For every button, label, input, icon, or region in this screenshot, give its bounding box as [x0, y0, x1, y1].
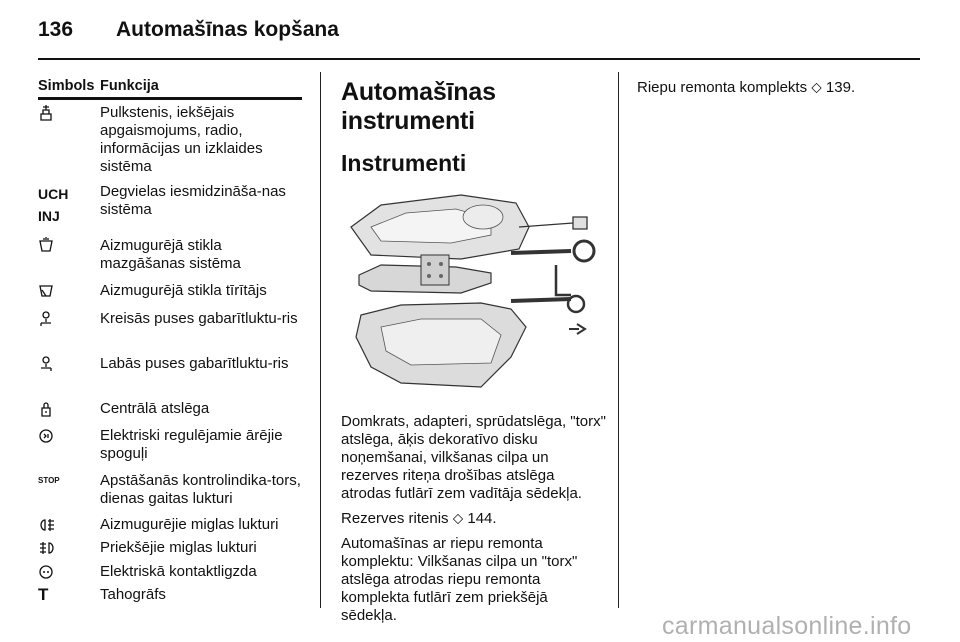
stop-icon: STOP [38, 476, 60, 485]
table-row: Priekšējie miglas lukturi [38, 539, 302, 563]
right-column [637, 79, 920, 97]
rear-fog-light-icon [38, 516, 96, 539]
symbol-table [38, 78, 302, 608]
table-row: Elektriskā kontaktligzda [38, 563, 302, 586]
table-row: UCH INJ Degvielas iesmidzināša-nas sistēma [38, 183, 302, 237]
table-row: Centrālā atslēga [38, 400, 302, 427]
section-subtitle: Instrumenti [341, 150, 467, 176]
watermark: carmanualsonline.info [662, 612, 912, 640]
left-side-light-icon [38, 310, 96, 333]
electric-mirror-icon [38, 427, 96, 450]
right-side-light-icon [38, 355, 96, 378]
table-row: Aizmugurējie miglas lukturi [38, 516, 302, 539]
paragraph-tools-location: Domkrats, adapteri, sprūdatslēga, "torx" atslēga, āķis dekoratīvo disku noņemšanai, vilkšanas cilpa un rezerves riteņa drošības atslēga atrodas futlārī zem vadītāja sēdekļa. [341, 413, 606, 502]
central-lock-icon [38, 400, 96, 423]
column-divider-left [320, 72, 321, 608]
rear-wiper-icon [38, 282, 96, 305]
paragraph-spare-wheel: Rezerves ritenis ⬦ 144. [341, 510, 497, 527]
header-function: Funkcija [100, 78, 159, 94]
table-row: Pulkstenis, iekšējais apgaismojums, radio, informācijas un izklaides sistēma [38, 104, 302, 183]
table-row: Elektriski regulējamie ārējie spoguļi [38, 427, 302, 472]
front-fog-light-icon [38, 539, 96, 562]
tachograph-symbol: T [38, 585, 49, 604]
page-number: 136 [38, 18, 74, 41]
table-row: Kreisās puses gabarītluktu-ris [38, 310, 302, 355]
symbol-text: UCH INJ [38, 186, 69, 224]
table-row: Aizmugurējā stikla mazgāšanas sistēma [38, 237, 302, 282]
table-row: Labās puses gabarītluktu-ris [38, 355, 302, 400]
table-row: Aizmugurējā stikla tīrītājs [38, 282, 302, 310]
header-symbol: Simbols [38, 78, 95, 94]
page-header [38, 18, 339, 42]
tools-section [341, 78, 606, 625]
table-header-rule [38, 97, 302, 100]
dashboard-light-icon [38, 104, 96, 127]
paragraph-repair-kit: Automašīnas ar riepu remonta komplektu: Vilkšanas cilpa un "torx" atslēga atrodas riepu remonta komplekta futlārī zem priekšējā sēdekļa. [341, 535, 578, 624]
column-divider-right [618, 72, 619, 608]
tool-kit-illustration [341, 187, 604, 401]
table-header [38, 78, 302, 96]
power-socket-icon [38, 563, 96, 586]
section-title: Automašīnas instrumenti [341, 78, 496, 135]
rear-washer-icon [38, 237, 96, 260]
table-row: T Tahogrāfs [38, 585, 166, 604]
page-title: Automašīnas kopšana [116, 18, 339, 41]
header-rule [38, 58, 920, 60]
tyre-repair-kit-reference[interactable]: Riepu remonta komplekts ⬦ 139. [637, 79, 856, 96]
table-row: STOP Apstāšanās kontrolindika-tors, dienas gaitas lukturi [38, 472, 301, 507]
